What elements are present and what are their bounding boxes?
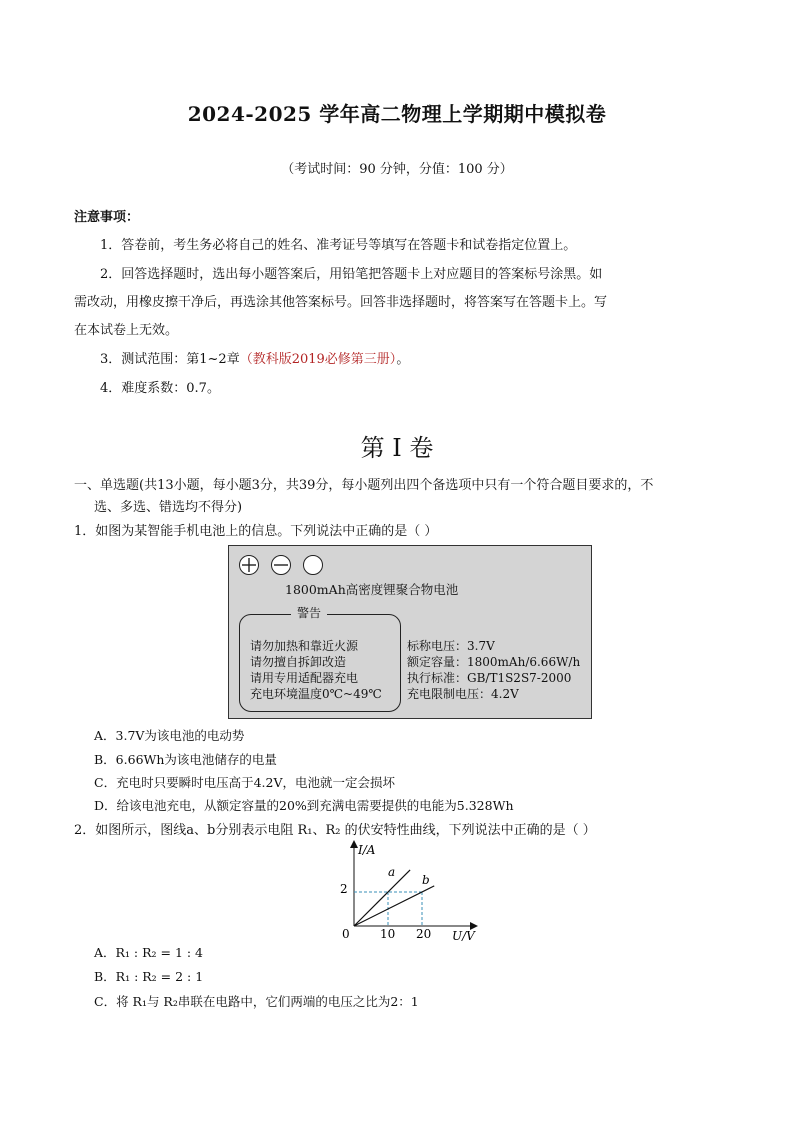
section-heading-line-1: 一、单选题(共13小题，每小题3分，共39分，每小题列出四个备选项中只有一个符合题目要求的，不 bbox=[74, 478, 654, 493]
warning-line-2: 请勿擅自拆卸改造 bbox=[250, 655, 347, 669]
exam-info: （考试时间：90 分钟，分值：100 分） bbox=[281, 162, 513, 177]
spec-nominal-voltage: 标称电压：3.7V bbox=[407, 639, 495, 653]
battery-label-figure bbox=[228, 545, 592, 719]
volume-title: 第 I 卷 bbox=[360, 434, 434, 462]
series-line-a bbox=[354, 870, 410, 926]
line-b-label: b bbox=[422, 873, 430, 887]
warning-line-4: 充电环境温度0℃~49℃ bbox=[250, 687, 382, 701]
spec-charge-limit: 充电限制电压：4.2V bbox=[407, 687, 519, 701]
notice-item-3-suffix: 。 bbox=[396, 352, 410, 367]
question-2-stem: 2．如图所示，图线a、b分别表示电阻 R₁、R₂ 的伏安特性曲线，下列说法中正确的是（ ） bbox=[74, 823, 596, 838]
notice-item-2-line-1: 2．回答选择题时，选出每小题答案后，用铅笔把答题卡上对应题目的答案标号涂黑。如 bbox=[100, 267, 603, 282]
spec-rated-capacity: 额定容量：1800mAh/6.66W/h bbox=[407, 655, 581, 669]
origin-label: 0 bbox=[342, 927, 350, 941]
notice-item-4: 4．难度系数：0.7。 bbox=[100, 381, 220, 396]
q2-option-c: C．将 R₁与 R₂串联在电路中，它们两端的电压之比为2：1 bbox=[94, 994, 419, 1009]
q2-option-b: B．R₁ : R₂ = 2 : 1 bbox=[94, 969, 204, 984]
x-axis-label: U/V bbox=[452, 929, 475, 943]
notice-item-3 bbox=[100, 348, 409, 367]
page-title: 2024-2025 学年高二物理上学期期中模拟卷 bbox=[187, 102, 607, 126]
q2-option-a: A．R₁ : R₂ = 1 : 4 bbox=[94, 945, 204, 960]
x-tick-label-10: 10 bbox=[380, 927, 396, 941]
warning-line-3: 请用专用适配器充电 bbox=[250, 671, 359, 685]
notice-item-1: 1．答卷前，考生务必将自己的姓名、准考证号等填写在答题卡和试卷指定位置上。 bbox=[100, 238, 577, 253]
q1-option-c: C．充电时只要瞬时电压高于4.2V，电池就一定会损坏 bbox=[94, 775, 395, 790]
minus-terminal-icon bbox=[271, 555, 291, 575]
q1-option-d: D．给该电池充电，从额定容量的20%到充满电需要提供的电能为5.328Wh bbox=[94, 798, 514, 813]
warning-line-1: 请勿加热和靠近火源 bbox=[250, 639, 359, 653]
y-axis-label: I/A bbox=[358, 843, 376, 857]
notice-item-2-line-3: 在本试卷上无效。 bbox=[74, 323, 179, 338]
q1-option-b: B．6.66Wh为该电池储存的电量 bbox=[94, 752, 277, 767]
iv-graph bbox=[330, 836, 490, 944]
notice-item-2-line-2: 需改动，用橡皮擦干净后，再选涂其他答案标号。回答非选择题时，将答案写在答题卡上。写 bbox=[74, 295, 608, 310]
warning-title: 警告 bbox=[291, 604, 327, 621]
blank-terminal-icon bbox=[303, 555, 323, 575]
section-heading-line-2: 选、多选、错选均不得分) bbox=[94, 500, 243, 515]
line-a-label: a bbox=[388, 865, 396, 879]
question-1-stem: 1．如图为某智能手机电池上的信息。下列说法中正确的是（ ） bbox=[74, 524, 438, 539]
y-tick-label: 2 bbox=[340, 882, 348, 896]
notice-item-3-range: （教科版2019必修第三册） bbox=[239, 352, 397, 367]
battery-name: 1800mAh高密度锂聚合物电池 bbox=[285, 582, 459, 597]
plus-terminal-icon bbox=[239, 555, 259, 575]
notice-heading: 注意事项： bbox=[74, 210, 140, 225]
spec-standard: 执行标准：GB/T1S2S7-2000 bbox=[407, 671, 572, 685]
q1-option-a: A．3.7V为该电池的电动势 bbox=[94, 728, 245, 743]
notice-item-3-prefix: 3．测试范围：第1~2章 bbox=[100, 352, 240, 367]
x-tick-label-20: 20 bbox=[416, 927, 432, 941]
